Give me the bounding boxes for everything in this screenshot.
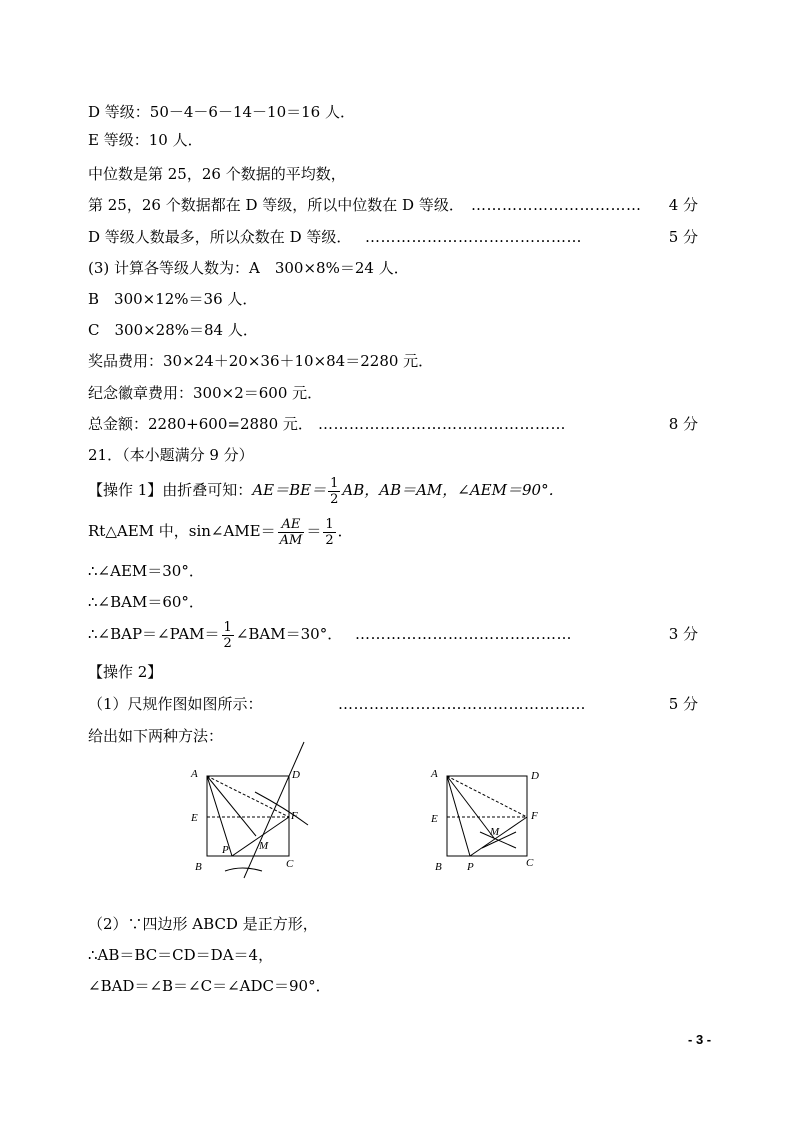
label-c: C — [526, 857, 534, 869]
mode-line: D 等级人数最多，所以众数在 D 等级． — [88, 228, 352, 246]
total-line: 总金额：2280+600=2880 元． — [88, 415, 313, 433]
label-c: C — [286, 858, 294, 870]
median-line-1: 中位数是第 25，26 个数据的平均数， — [88, 165, 346, 183]
operation-1-line: 【操作 1】由折叠可知：AE＝BE＝ $\frac{1}{2}$ AB，AB＝AM，∠AEM＝90°． — [88, 475, 564, 507]
label-b: B — [435, 861, 442, 873]
angle-bap-line: ∴∠BAP＝∠PAM＝ $\frac{1}{2}$ ∠BAM＝30°． — [88, 619, 343, 651]
score-5a: 5 分 — [668, 228, 698, 246]
question-21-title: 21．（本小题满分 9 分） — [88, 446, 254, 464]
label-m: M — [259, 840, 269, 852]
label-f: F — [291, 810, 298, 822]
equal-sides-line: ∴AB＝BC＝CD＝DA＝4， — [88, 946, 274, 964]
construction-figure-2 — [420, 760, 550, 880]
calc-b-line: B 300×12%＝36 人． — [88, 290, 258, 308]
label-a: A — [191, 768, 198, 780]
label-f: F — [531, 810, 538, 822]
fraction-half-3: $\frac{1}{2}$ — [223, 619, 232, 651]
score-5b: 5 分 — [668, 695, 698, 713]
d-level-line: D 等级：50－4－6－14－10＝16 人． — [88, 103, 355, 121]
median-line-2: 第 25，26 个数据都在 D 等级，所以中位数在 D 等级． — [88, 196, 464, 214]
operation-2-title: 【操作 2】 — [88, 663, 163, 681]
label-e: E — [191, 812, 198, 824]
prize-cost-line: 奖品费用：30×24＋20×36＋10×84＝2280 元． — [88, 352, 434, 370]
label-a: A — [431, 768, 438, 780]
label-d: D — [531, 770, 539, 782]
leader-dots: …………………………………… — [365, 228, 582, 246]
label-p: P — [467, 861, 474, 873]
badge-cost-line: 纪念徽章费用：300×2＝600 元． — [88, 384, 323, 402]
right-angles-line: ∠BAD＝∠B＝∠C＝∠ADC＝90°． — [88, 977, 331, 995]
compass-line: （1）尺规作图如图所示： — [88, 695, 263, 713]
label-e: E — [431, 813, 438, 825]
construction-figure-1 — [180, 740, 320, 880]
leader-dots: ………………………………………… — [338, 695, 586, 713]
score-4: 4 分 — [668, 196, 698, 214]
label-d: D — [292, 769, 300, 781]
angle-bam-line: ∴∠BAM＝60°． — [88, 593, 204, 611]
square-line: （2）∵四边形 ABCD 是正方形， — [88, 915, 318, 933]
angle-aem-line: ∴∠AEM＝30°． — [88, 562, 204, 580]
leader-dots: …………………………… — [471, 196, 642, 214]
rt-triangle-line: Rt△AEM 中，sin∠AME＝ $\frac{AE}{AM}$ ＝ $\frac{1}{2}$ ． — [88, 516, 353, 548]
fraction-half: $\frac{1}{2}$ — [330, 475, 339, 507]
fraction-ae-am: $\frac{AE}{AM}$ — [279, 516, 303, 548]
calc-a-line: (3) 计算各等级人数为：A 300×8%＝24 人． — [88, 259, 409, 277]
label-p: P — [222, 844, 229, 856]
label-b: B — [195, 861, 202, 873]
calc-c-line: C 300×28%＝84 人． — [88, 321, 258, 339]
score-3: 3 分 — [668, 625, 698, 643]
page-number: - 3 - — [688, 1032, 712, 1047]
leader-dots: …………………………………… — [355, 625, 572, 643]
two-methods-line: 给出如下两种方法： — [88, 727, 224, 745]
label-m: M — [490, 826, 500, 838]
score-8: 8 分 — [668, 415, 698, 433]
e-level-line: E 等级：10 人． — [88, 131, 203, 149]
fraction-half-2: $\frac{1}{2}$ — [325, 516, 334, 548]
leader-dots: ………………………………………… — [318, 415, 566, 433]
